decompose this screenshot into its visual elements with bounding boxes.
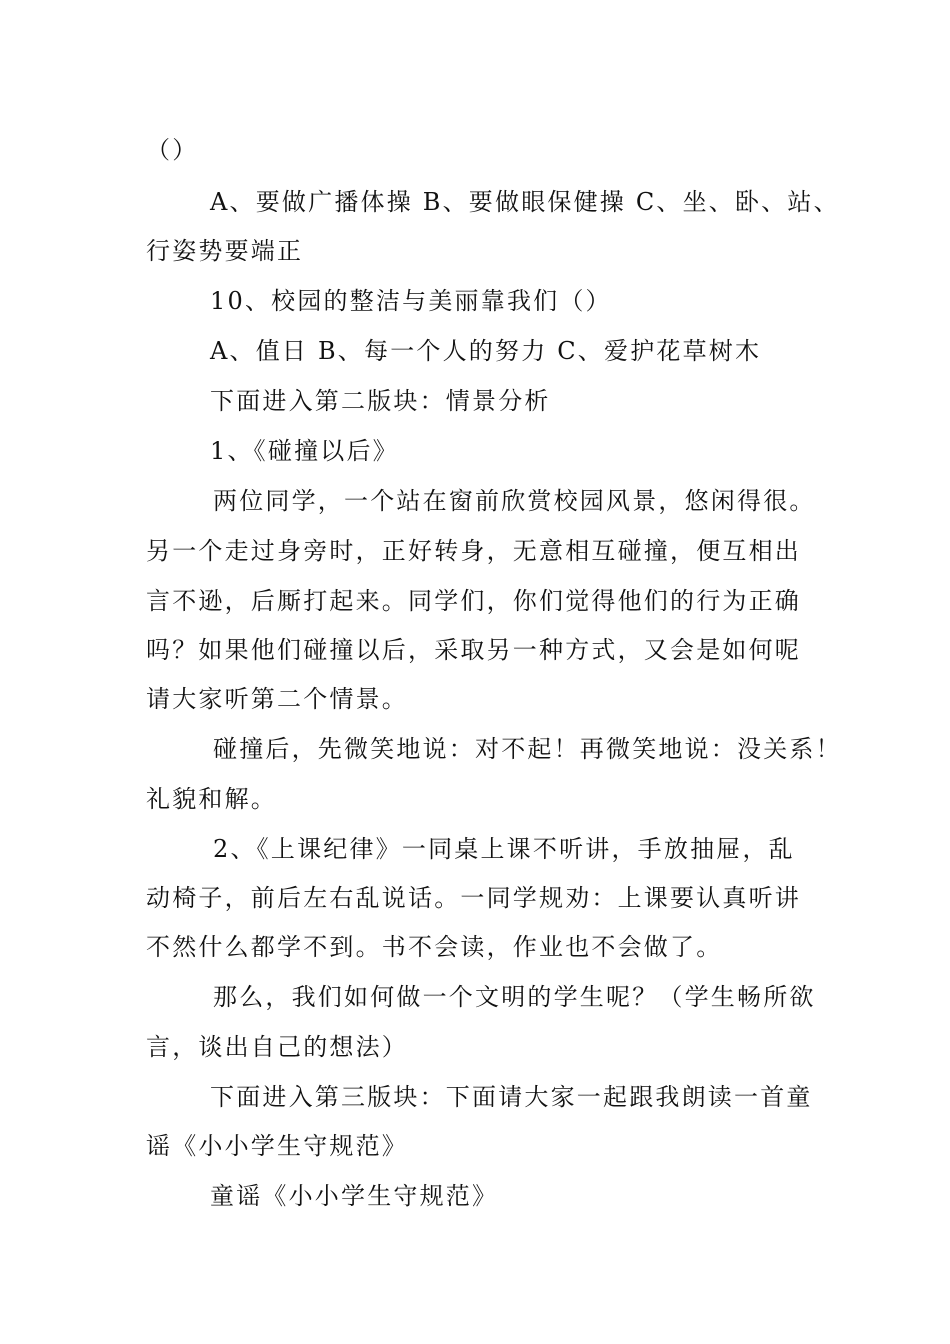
text-line: 言不逊，后厮打起来。同学们，你们觉得他们的行为正确 <box>146 587 801 615</box>
text-line: 那么，我们如何做一个文明的学生呢？（学生畅所欲 <box>213 983 816 1011</box>
text-line: A、值日 B、每一个人的努力 C、爱护花草树木 <box>210 337 762 365</box>
text-line: 请大家听第二个情景。 <box>146 685 408 713</box>
text-line: 1、《碰撞以后》 <box>210 437 399 465</box>
text-line: 另一个走过身旁时，正好转身，无意相互碰撞，便互相出 <box>146 537 801 565</box>
text-line: 两位同学，一个站在窗前欣赏校园风景，悠闲得很。 <box>213 487 816 515</box>
text-line: A、要做广播体操 B、要做眼保健操 C、坐、卧、站、 <box>210 188 840 216</box>
text-line: 10、校园的整洁与美丽靠我们（） <box>210 287 612 315</box>
text-line: 童谣《小小学生守规范》 <box>210 1182 499 1210</box>
text-line: （） <box>146 136 199 164</box>
text-line: 不然什么都学不到。书不会读，作业也不会做了。 <box>146 933 723 961</box>
text-line: 2、《上课纪律》一同桌上课不听讲，手放抽屉，乱 <box>213 835 795 863</box>
text-line: 下面进入第二版块：情景分析 <box>210 387 551 415</box>
text-line: 礼貌和解。 <box>146 785 277 813</box>
text-line: 动椅子，前后左右乱说话。一同学规劝：上课要认真听讲 <box>146 884 801 912</box>
text-line: 谣《小小学生守规范》 <box>146 1132 408 1160</box>
text-line: 吗？如果他们碰撞以后，采取另一种方式，又会是如何呢 <box>146 636 801 664</box>
text-line: 碰撞后，先微笑地说：对不起！再微笑地说：没关系！ <box>213 735 842 763</box>
text-line: 言，谈出自己的想法） <box>146 1033 408 1061</box>
text-line: 行姿势要端正 <box>146 237 304 265</box>
text-line: 下面进入第三版块：下面请大家一起跟我朗读一首童 <box>210 1083 813 1111</box>
